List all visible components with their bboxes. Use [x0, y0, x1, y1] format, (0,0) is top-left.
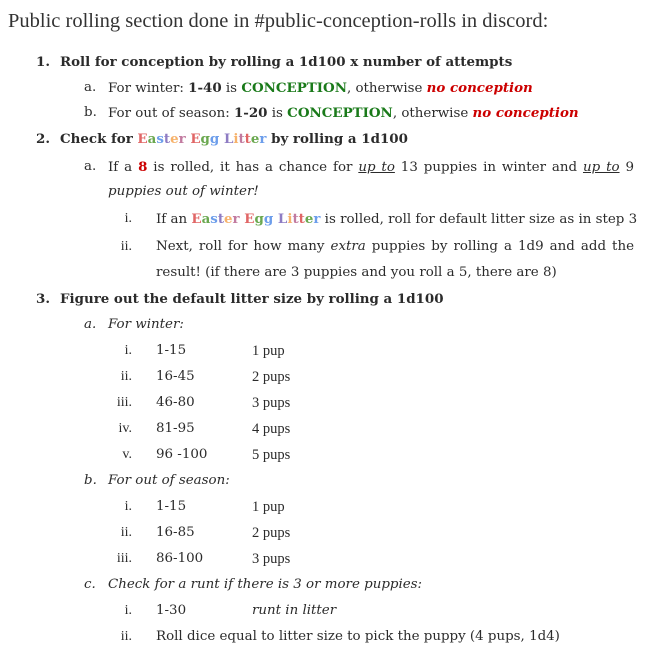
step3-heading: Figure out the default litter size by rolling a 1d100	[60, 291, 444, 307]
step3a-text: For winter:	[108, 317, 184, 332]
step1a-prefix: For winter:	[108, 81, 189, 96]
step2ii-label: ii.	[120, 239, 132, 254]
step1b-range: 1-20	[233, 105, 268, 121]
easter-egg-letter: L	[223, 131, 234, 147]
step3b-label: b.	[84, 473, 97, 488]
table-row-roman: iii.	[116, 551, 132, 566]
step1a-text	[108, 79, 533, 98]
table-row-result: 5 pups	[252, 447, 291, 463]
table-row-result: 3 pups	[252, 551, 291, 567]
step2ii-extra: extra	[330, 239, 366, 254]
step2a-eight: 8	[138, 159, 148, 175]
step2ii-t2: puppies by rolling a 1d9 and add the	[365, 239, 634, 254]
table-row-result: 2 pups	[252, 525, 291, 541]
step2-post: by rolling a 1d100	[266, 131, 408, 147]
easter-egg-letter: a	[147, 131, 157, 147]
step2i-text	[156, 210, 637, 229]
easter-egg-letter: E	[191, 211, 202, 227]
table-row-range: 86-100	[156, 551, 204, 566]
easter-egg-letter: g	[209, 131, 220, 147]
step2ii-line2: result! (if there are 3 puppies and you roll a 5, there are 8)	[156, 265, 557, 280]
table-row-roman: iv.	[118, 421, 132, 436]
table-row-roman: ii.	[120, 369, 132, 384]
table-row-range: 16-85	[156, 525, 195, 540]
step2ii-t1: Next, roll for how many	[156, 239, 331, 254]
step1a-otherwise: , otherwise	[346, 81, 427, 96]
step1a-conception: CONCEPTION	[241, 80, 347, 96]
easter-egg-letter: e	[224, 211, 233, 227]
step2a-line2: puppies out of winter!	[108, 184, 259, 199]
step2a-upto2: up to	[582, 160, 620, 175]
table-row-range: 1-15	[156, 499, 187, 514]
easter-egg-letter: L	[277, 211, 288, 227]
easter-egg-letter: t	[163, 131, 171, 147]
step1a-label: a.	[84, 80, 97, 95]
easter-egg-letter: i	[233, 131, 239, 147]
table-row-roman: i.	[124, 603, 132, 618]
easter-egg-letter: t	[298, 211, 305, 227]
easter-egg-letter: s	[210, 211, 218, 227]
table-row-range: 81-95	[156, 421, 195, 436]
table-row-range: 46-80	[156, 395, 195, 410]
step1b-text	[108, 104, 579, 123]
step2-heading	[60, 130, 408, 148]
step2ii-line1	[156, 234, 634, 260]
easter-egg-letter: e	[304, 211, 314, 227]
easter-egg-letter: E	[137, 131, 148, 147]
table-row-result: 4 pups	[252, 421, 291, 437]
step2a-t3: 13 puppies in winter and	[394, 160, 583, 175]
step3c-roll-dice-text: Roll dice equal to litter size to pick the puppy (4 pups, 1d4)	[156, 629, 560, 644]
table-row-result: 1 pup	[252, 499, 285, 515]
page-title: Public rolling section done in #public-conception-rolls in discord:	[8, 10, 549, 32]
step1b-label: b.	[84, 105, 97, 120]
step2a-label: a.	[84, 159, 97, 174]
step2a-t4: 9	[619, 160, 634, 175]
easter-egg-letter: r	[232, 211, 240, 227]
table-row-roman: i.	[124, 343, 132, 358]
step1-heading: Roll for conception by rolling a 1d100 x number of attempts	[60, 54, 513, 70]
step3c-label: c.	[84, 577, 96, 592]
step3b-text: For out of season:	[108, 473, 230, 488]
table-row-result: 3 pups	[252, 395, 291, 411]
table-row-roman: i.	[124, 499, 132, 514]
step2a-t2: is rolled, it has a chance for	[147, 160, 359, 175]
step2-pre: Check for	[60, 131, 138, 147]
step2-number: 2.	[36, 131, 50, 147]
step1a-no-conception: no conception	[426, 80, 533, 96]
easter-egg-letter: e	[250, 131, 260, 147]
step2a-upto1: up to	[358, 160, 395, 175]
table-row-roman: ii.	[120, 629, 132, 644]
easter-egg-litter-text	[137, 131, 266, 147]
easter-egg-letter: t	[292, 211, 299, 227]
easter-egg-litter-text	[191, 211, 320, 227]
step2i-label: i.	[124, 211, 132, 226]
table-row-roman: iii.	[116, 395, 132, 410]
easter-egg-letter: r	[178, 131, 186, 147]
easter-egg-letter: r	[259, 131, 267, 147]
easter-egg-letter: e	[170, 131, 179, 147]
step2i-t1: If an	[156, 212, 192, 227]
table-row-result: runt in litter	[252, 603, 337, 618]
easter-egg-letter: g	[200, 131, 210, 147]
step1b-conception: CONCEPTION	[287, 105, 393, 121]
step2i-t2: is rolled, roll for default litter size as in step 3	[320, 212, 638, 227]
step1-number: 1.	[36, 54, 50, 70]
table-row-range: 1-30	[156, 603, 187, 618]
easter-egg-letter: E	[244, 211, 255, 227]
easter-egg-letter: t	[217, 211, 225, 227]
step1a-is: is	[221, 81, 242, 96]
easter-egg-letter: a	[201, 211, 211, 227]
step1b-otherwise: , otherwise	[392, 106, 473, 121]
step3-number: 3.	[36, 291, 50, 307]
step3a-label: a.	[84, 317, 97, 332]
step1b-is: is	[267, 106, 288, 121]
easter-egg-letter: g	[263, 211, 274, 227]
easter-egg-letter: r	[313, 211, 321, 227]
easter-egg-letter: i	[287, 211, 293, 227]
step3c-text: Check for a runt if there is 3 or more puppies:	[108, 577, 423, 592]
table-row-result: 2 pups	[252, 369, 291, 385]
table-row-roman: v.	[122, 447, 132, 462]
table-row-roman: ii.	[120, 525, 132, 540]
table-row-range: 96 -100	[156, 447, 208, 462]
easter-egg-letter: t	[244, 131, 251, 147]
step1b-no-conception: no conception	[472, 105, 579, 121]
easter-egg-letter: s	[156, 131, 164, 147]
easter-egg-letter: E	[190, 131, 201, 147]
table-row-result: 1 pup	[252, 343, 285, 359]
step1a-range: 1-40	[188, 80, 222, 96]
table-row-range: 1-15	[156, 343, 187, 358]
easter-egg-letter: t	[238, 131, 245, 147]
table-row-range: 16-45	[156, 369, 195, 384]
easter-egg-letter: g	[254, 211, 264, 227]
step2a-line1	[108, 154, 634, 181]
step1b-prefix: For out of season:	[108, 106, 234, 121]
step2a-t1: If a	[108, 160, 139, 175]
